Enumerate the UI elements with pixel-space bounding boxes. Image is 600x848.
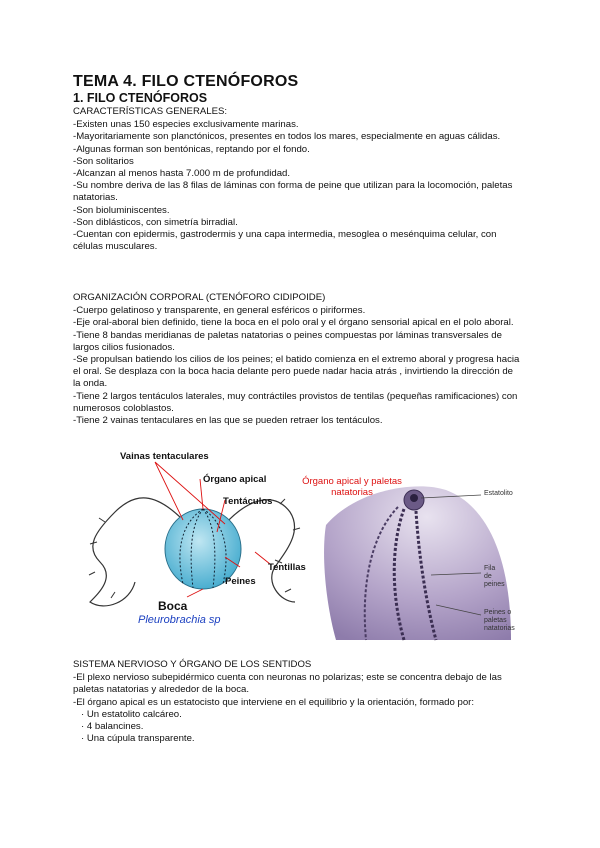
label-species: Pleurobrachia sp bbox=[138, 614, 221, 626]
page-title: TEMA 4. FILO CTENÓFOROS bbox=[73, 73, 299, 90]
label-tentaculos: Tentáculos bbox=[223, 496, 273, 507]
peines-line2: paletas bbox=[484, 617, 507, 624]
paragraph: -Son solitarios bbox=[73, 155, 134, 167]
fila-line3: peines bbox=[484, 581, 505, 588]
paragraph: -Son bioluminiscentes. bbox=[73, 204, 170, 216]
peines-line1: Peines o bbox=[484, 609, 512, 616]
label-boca: Boca bbox=[158, 599, 188, 613]
paragraph: -Existen unas 150 especies exclusivamente marinas. bbox=[73, 119, 299, 131]
paragraph: -Su nombre deriva de las 8 filas de láminas con forma de peine que utilizan para la locomoción, paletas natatorias. bbox=[73, 180, 513, 204]
paragraph: -Mayoritariamente son planctónicos, presentes en todos los mares, especialmente en aguas cálidas. bbox=[73, 131, 501, 143]
paragraph: -Tiene 2 largos tentáculos laterales, muy contráctiles provistos de tentilas (pequeñas ramificaciones) con numerosos coloblastos. bbox=[73, 390, 518, 414]
nervous-system bbox=[73, 659, 523, 745]
paragraph: -Alcanzan al menos hasta 7.000 m de profundidad. bbox=[73, 168, 291, 180]
list-item: · 4 balancines. bbox=[81, 721, 144, 733]
label-peines: Peines bbox=[225, 576, 256, 587]
general-characteristics bbox=[73, 106, 523, 253]
label-estatolito: Estatolito bbox=[484, 490, 513, 497]
nervous-heading: SISTEMA NERVIOSO Y ÓRGANO DE LOS SENTIDOS bbox=[73, 659, 312, 670]
right-title-line2: natatorias bbox=[331, 486, 373, 498]
paragraph: -Tiene 8 bandas meridianas de paletas natatorias o peines compuestas por láminas transversales de largos cilios fusionados. bbox=[73, 329, 502, 353]
label-vainas: Vainas tentaculares bbox=[120, 451, 209, 462]
general-heading: CARACTERÍSTICAS GENERALES: bbox=[73, 106, 228, 117]
paragraph: -El órgano apical es un estatocisto que interviene en el equilibrio y la orientación, formado por: bbox=[73, 696, 475, 708]
label-fila-peines bbox=[484, 565, 505, 589]
list-item: · Una cúpula transparente. bbox=[81, 733, 195, 745]
paragraph: -Eje oral-aboral bien definido, tiene la boca en el polo oral y el órgano sensorial apical en el polo aboral. bbox=[73, 317, 514, 329]
paragraph: -Cuentan con epidermis, gastrodermis y una capa intermedia, mesoglea o mesénquima celular, con células musculares. bbox=[73, 229, 497, 253]
label-tentillas: Tentillas bbox=[268, 562, 306, 573]
label-organo-apical: Órgano apical bbox=[203, 474, 267, 485]
right-title-line1: Órgano apical y paletas bbox=[302, 476, 402, 487]
list-item: · Un estatolito calcáreo. bbox=[81, 708, 182, 720]
paragraph: -Se propulsan batiendo los cilios de los peines; el batido comienza en el extremo aboral y progresa hacia el oral. Se desplaza con la boca hacia delante pero puede nadar hacia atrás , invirtiendo la dirección de la onda. bbox=[73, 354, 520, 390]
ctenophore-illustration bbox=[75, 452, 320, 632]
section-title: 1. FILO CTENÓFOROS bbox=[73, 91, 208, 105]
organization-heading: ORGANIZACIÓN CORPORAL (CTENÓFORO CIDIPOIDE) bbox=[73, 292, 326, 303]
peines-line3: natatorias bbox=[484, 625, 515, 632]
paragraph: -Tiene 2 vainas tentaculares en las que se pueden retraer los tentáculos. bbox=[73, 415, 383, 427]
fila-line2: de bbox=[484, 573, 492, 580]
body-organization bbox=[73, 292, 523, 427]
paragraph: -Algunas forman son bentónicas, reptando por el fondo. bbox=[73, 143, 310, 155]
paragraph: -El plexo nervioso subepidérmico cuenta con neuronas no polarizas; este se concentra debajo de las paletas natatorias y alrededor de la boca. bbox=[73, 672, 502, 696]
apical-organ-diagram bbox=[296, 465, 528, 645]
ctenophore-diagram bbox=[75, 452, 320, 632]
label-peines-paletas bbox=[484, 609, 515, 633]
paragraph: -Cuerpo gelatinoso y transparente, en general esféricos o piriformes. bbox=[73, 305, 366, 317]
paragraph: -Son diblásticos, con simetría birradial. bbox=[73, 216, 238, 228]
label-right-title bbox=[296, 477, 408, 498]
fila-line1: Fila bbox=[484, 565, 496, 572]
